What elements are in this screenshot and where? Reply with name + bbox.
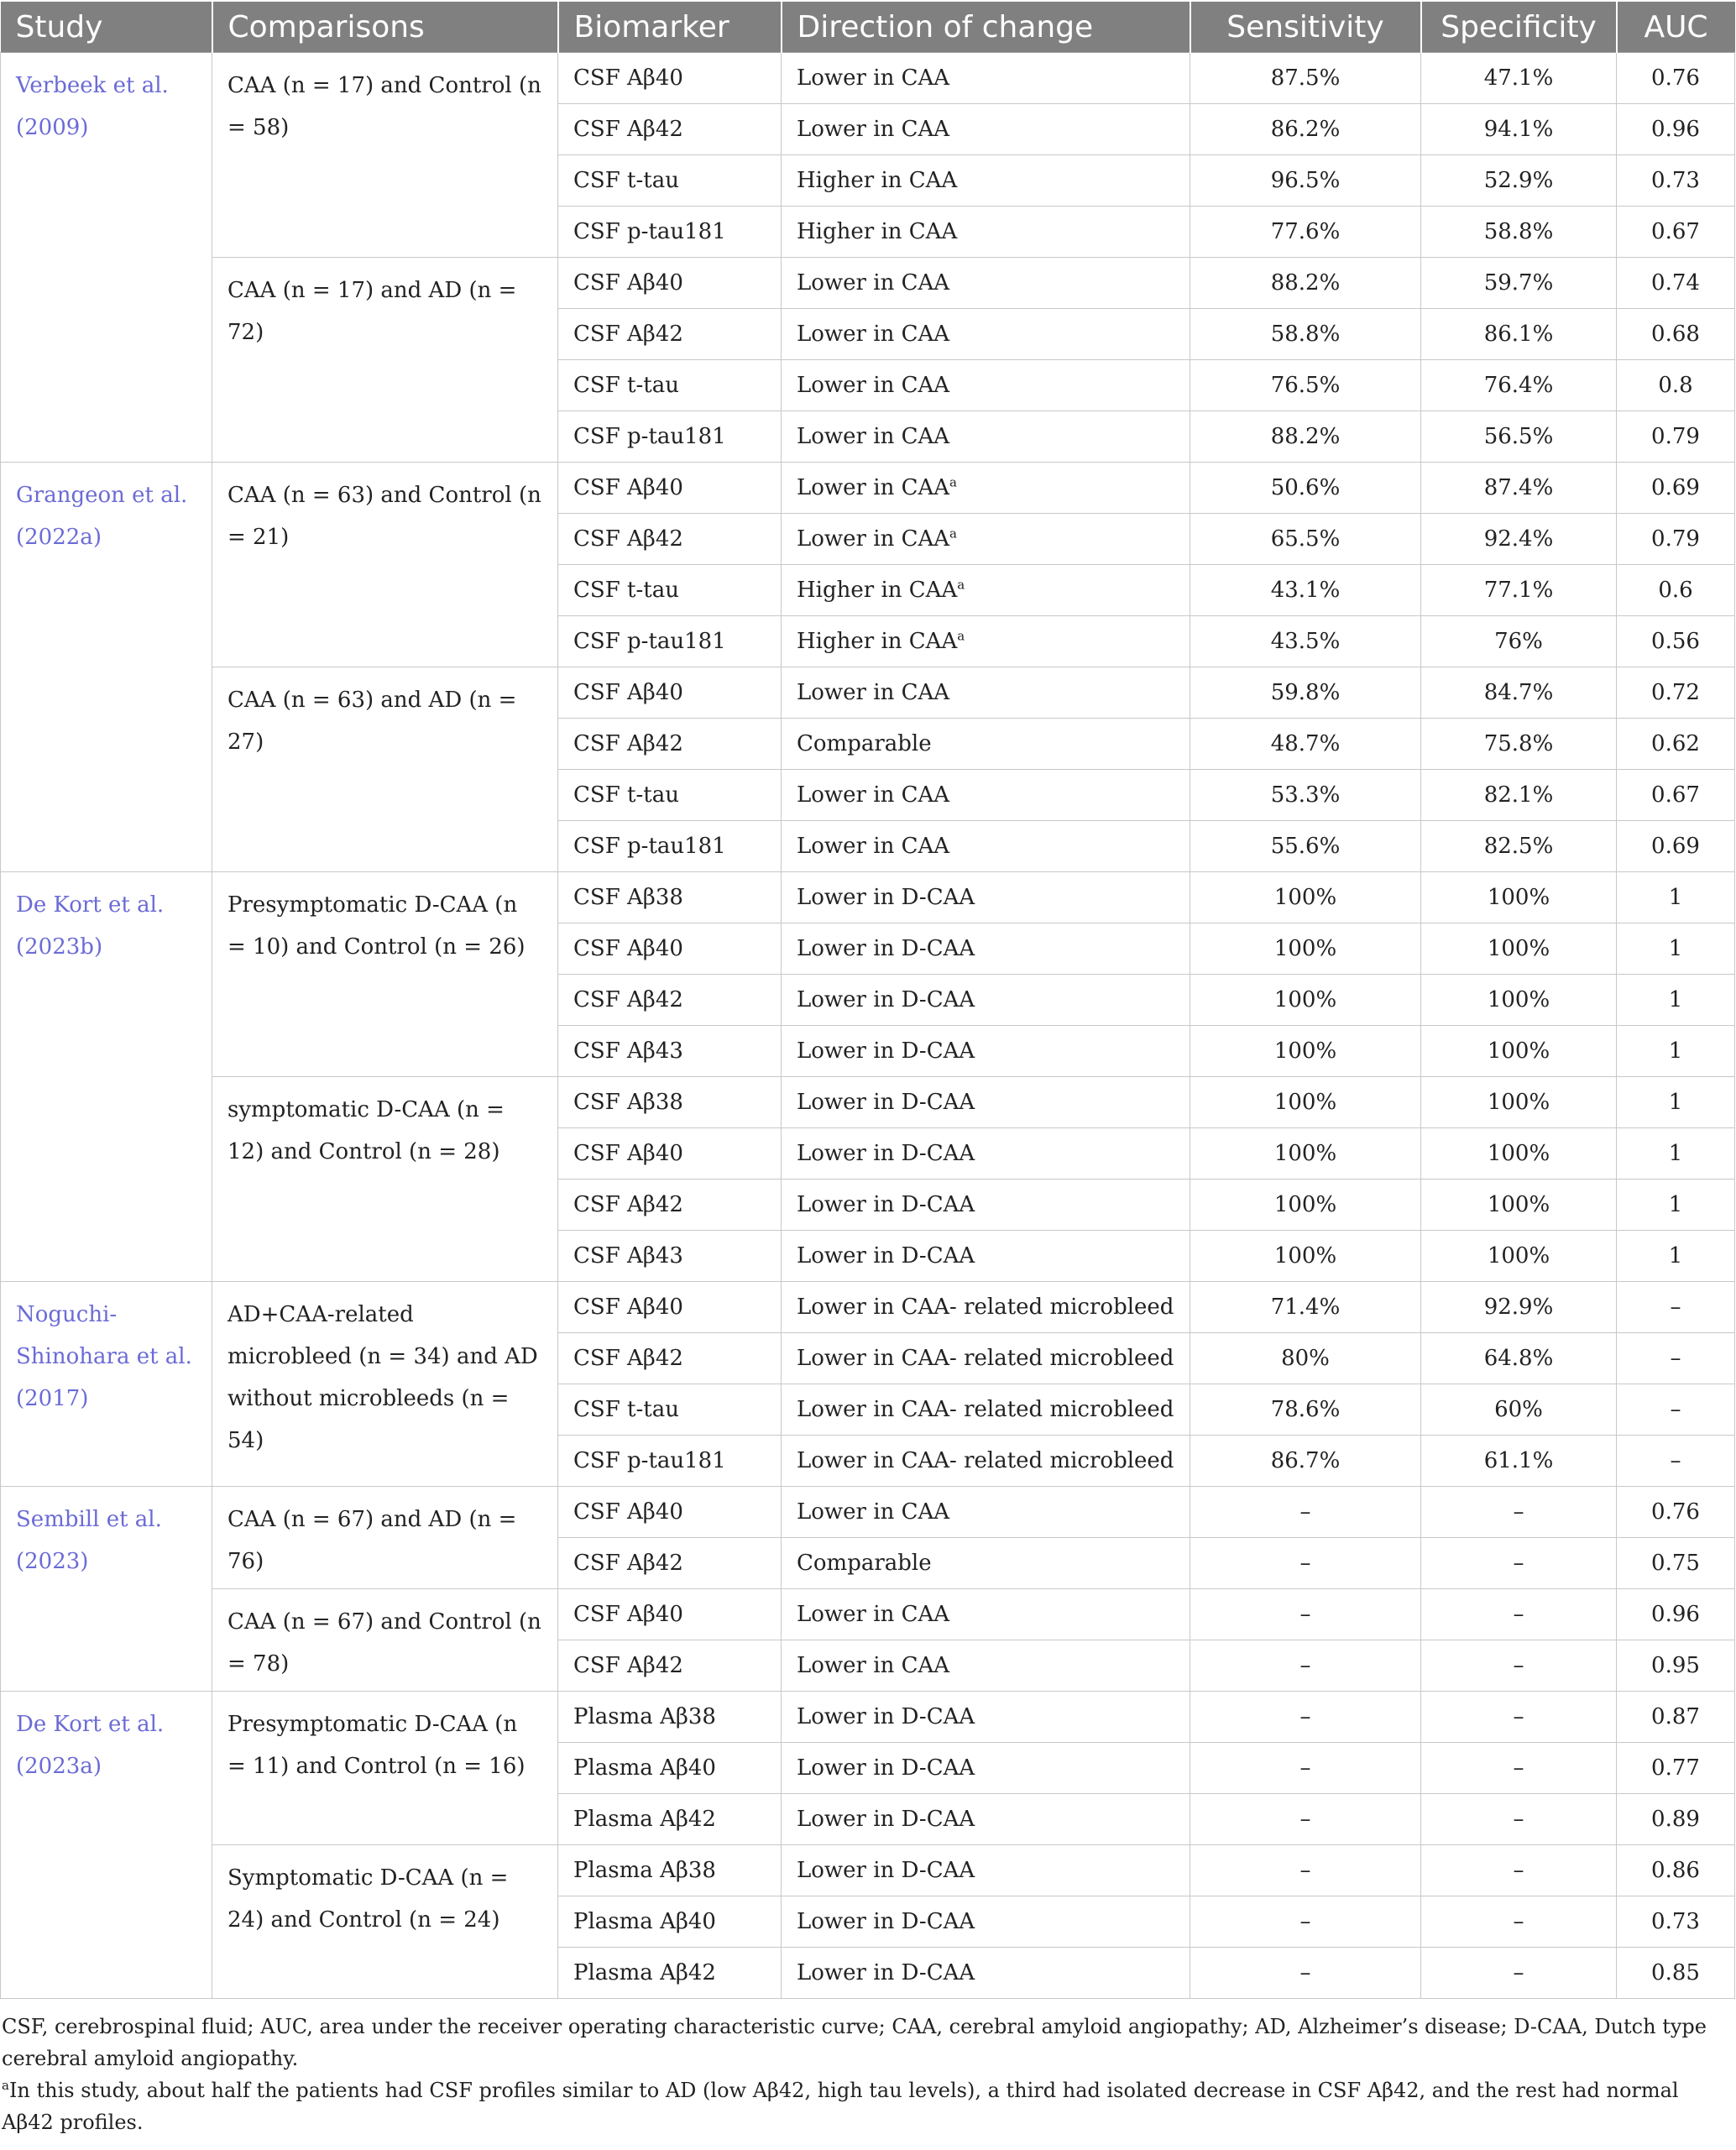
footnote-mark: a [949,474,957,490]
specificity-cell: 52.9% [1421,155,1617,207]
direction-text: Lower in CAA [797,475,950,500]
auc-cell: – [1617,1436,1735,1487]
table-row [1,1589,1735,1640]
direction-cell [782,719,1190,770]
biomarker-cell: CSF t-tau [558,360,782,411]
auc-cell: 0.72 [1617,667,1735,719]
sensitivity-cell: 100% [1190,975,1421,1026]
direction-cell [782,309,1190,360]
auc-cell: 0.6 [1617,565,1735,616]
comparison-cell: Presymptomatic D-CAA (n = 10) and Control (n = 26) [212,872,558,1077]
biomarker-cell: CSF Aβ40 [558,463,782,514]
direction-cell [782,1231,1190,1282]
specificity-cell: 56.5% [1421,411,1617,463]
direction-cell [782,1845,1190,1896]
study-cell: Grangeon et al. (2022a) [1,463,212,872]
direction-cell [782,1692,1190,1743]
specificity-cell: 87.4% [1421,463,1617,514]
study-cell: De Kort et al. (2023a) [1,1692,212,1999]
auc-cell: – [1617,1384,1735,1436]
specificity-cell: 86.1% [1421,309,1617,360]
footnote-mark: a [2,2078,9,2093]
comparison-cell: CAA (n = 17) and Control (n = 58) [212,53,558,258]
direction-cell [782,1384,1190,1436]
biomarker-cell: CSF Aβ40 [558,1128,782,1180]
auc-cell: 0.8 [1617,360,1735,411]
direction-text: Lower in CAA- related microbleed [797,1448,1174,1473]
specificity-cell: 100% [1421,975,1617,1026]
comparison-cell: CAA (n = 63) and AD (n = 27) [212,667,558,872]
auc-cell: 0.69 [1617,821,1735,872]
sensitivity-cell: 96.5% [1190,155,1421,207]
direction-text: Lower in CAA [797,65,950,91]
direction-cell [782,975,1190,1026]
specificity-cell: – [1421,1487,1617,1538]
auc-cell: 0.75 [1617,1538,1735,1589]
auc-cell: 0.56 [1617,616,1735,667]
sensitivity-cell: 55.6% [1190,821,1421,872]
header-direction: Direction of change [782,2,1190,53]
table-row [1,667,1735,719]
header-auc: AUC [1617,2,1735,53]
specificity-cell: – [1421,1538,1617,1589]
biomarker-cell: CSF Aβ42 [558,719,782,770]
sensitivity-cell: 88.2% [1190,258,1421,309]
header-study: Study [1,2,212,53]
sensitivity-cell: – [1190,1692,1421,1743]
direction-cell [782,1487,1190,1538]
study-cell: Noguchi-Shinohara et al. (2017) [1,1282,212,1487]
footnote-text: In this study, about half the patients had CSF profiles similar to AD (low Aβ42, high tau levels), a third had isolated decrease in CSF Aβ42, and the rest had normal Aβ42 profiles. [2,2079,1679,2134]
specificity-cell: 82.5% [1421,821,1617,872]
sensitivity-cell: 77.6% [1190,207,1421,258]
table-row [1,463,1735,514]
table-row [1,1845,1735,1896]
direction-text: Lower in CAA [797,373,950,398]
study-cell: Sembill et al. (2023) [1,1487,212,1692]
direction-cell [782,872,1190,923]
specificity-cell: – [1421,1896,1617,1948]
biomarker-cell: CSF Aβ42 [558,1333,782,1384]
biomarker-cell: CSF Aβ42 [558,1640,782,1692]
table-row [1,872,1735,923]
sensitivity-cell: – [1190,1845,1421,1896]
direction-cell [782,1436,1190,1487]
biomarker-cell: CSF p-tau181 [558,411,782,463]
specificity-cell: – [1421,1589,1617,1640]
auc-cell: 0.89 [1617,1794,1735,1845]
specificity-cell: 94.1% [1421,104,1617,155]
biomarker-cell: Plasma Aβ40 [558,1743,782,1794]
specificity-cell: 60% [1421,1384,1617,1436]
specificity-cell: – [1421,1845,1617,1896]
biomarker-cell: CSF Aβ42 [558,1538,782,1589]
auc-cell: 0.77 [1617,1743,1735,1794]
header-comparisons: Comparisons [212,2,558,53]
sensitivity-cell: 80% [1190,1333,1421,1384]
comparison-cell: Symptomatic D-CAA (n = 24) and Control (n = 24) [212,1845,558,1999]
sensitivity-cell: 53.3% [1190,770,1421,821]
table-row [1,1692,1735,1743]
specificity-cell: 64.8% [1421,1333,1617,1384]
auc-cell: 0.74 [1617,258,1735,309]
auc-cell: 0.79 [1617,514,1735,565]
direction-text: Lower in CAA [797,526,950,552]
sensitivity-cell: 76.5% [1190,360,1421,411]
direction-text: Lower in D-CAA [797,1807,975,1832]
sensitivity-cell: – [1190,1640,1421,1692]
sensitivity-cell: 100% [1190,872,1421,923]
auc-cell: 0.96 [1617,104,1735,155]
table-row [1,53,1735,104]
direction-cell [782,923,1190,975]
biomarker-cell: CSF Aβ40 [558,258,782,309]
auc-cell: 0.69 [1617,463,1735,514]
direction-cell [782,104,1190,155]
direction-text: Higher in CAA [797,219,958,244]
auc-cell: 0.76 [1617,1487,1735,1538]
sensitivity-cell: 86.2% [1190,104,1421,155]
auc-cell: 1 [1617,1026,1735,1077]
direction-cell [782,53,1190,104]
specificity-cell: 61.1% [1421,1436,1617,1487]
biomarker-cell: Plasma Aβ40 [558,1896,782,1948]
sensitivity-cell: 100% [1190,1026,1421,1077]
auc-cell: 0.73 [1617,155,1735,207]
study-cell: De Kort et al. (2023b) [1,872,212,1282]
sensitivity-cell: 48.7% [1190,719,1421,770]
table-footer [0,1999,1736,2138]
footnote-mark: a [957,628,965,644]
comparison-cell: CAA (n = 67) and Control (n = 78) [212,1589,558,1692]
table-body [1,53,1735,1999]
direction-text: Lower in CAA [797,424,950,449]
specificity-cell: 100% [1421,1231,1617,1282]
comparison-cell: AD+CAA-related microbleed (n = 34) and AD without microbleeds (n = 54) [212,1282,558,1487]
header-biomarker: Biomarker [558,2,782,53]
auc-cell: 1 [1617,975,1735,1026]
biomarker-cell: CSF Aβ38 [558,1077,782,1128]
direction-cell [782,155,1190,207]
direction-text: Lower in CAA [797,117,950,142]
specificity-cell: – [1421,1948,1617,1999]
auc-cell: 0.79 [1617,411,1735,463]
direction-cell [782,1896,1190,1948]
direction-text: Comparable [797,731,932,756]
direction-text: Higher in CAA [797,578,958,603]
specificity-cell: 58.8% [1421,207,1617,258]
biomarker-cell: CSF Aβ40 [558,1282,782,1333]
auc-cell: 0.67 [1617,207,1735,258]
direction-text: Lower in CAA- related microbleed [797,1346,1174,1371]
specificity-cell: 59.7% [1421,258,1617,309]
sensitivity-cell: 87.5% [1190,53,1421,104]
direction-text: Lower in D-CAA [797,1192,975,1217]
direction-cell [782,616,1190,667]
direction-text: Higher in CAA [797,168,958,193]
auc-cell: 0.96 [1617,1589,1735,1640]
specificity-cell: 75.8% [1421,719,1617,770]
header-row [1,2,1735,53]
header-sensitivity: Sensitivity [1190,2,1421,53]
auc-cell: 0.76 [1617,53,1735,104]
sensitivity-cell: 78.6% [1190,1384,1421,1436]
biomarker-cell: CSF Aβ42 [558,104,782,155]
direction-text: Lower in D-CAA [797,1909,975,1934]
comparison-cell: symptomatic D-CAA (n = 12) and Control (n = 28) [212,1077,558,1282]
biomarker-cell: CSF Aβ40 [558,667,782,719]
direction-text: Lower in CAA [797,1602,950,1627]
direction-cell [782,667,1190,719]
specificity-cell: 47.1% [1421,53,1617,104]
direction-cell [782,411,1190,463]
direction-cell [782,258,1190,309]
biomarker-cell: Plasma Aβ42 [558,1794,782,1845]
auc-cell: 1 [1617,1231,1735,1282]
footnote-a [2,2074,1734,2138]
sensitivity-cell: – [1190,1589,1421,1640]
direction-text: Lower in D-CAA [797,1755,975,1781]
biomarker-table [0,2,1735,1999]
table-row [1,1282,1735,1333]
biomarker-cell: CSF Aβ43 [558,1231,782,1282]
auc-cell: 0.86 [1617,1845,1735,1896]
direction-text: Lower in CAA [797,680,950,705]
sensitivity-cell: 100% [1190,923,1421,975]
auc-cell: 0.87 [1617,1692,1735,1743]
biomarker-cell: CSF Aβ40 [558,53,782,104]
auc-cell: 1 [1617,1128,1735,1180]
direction-text: Lower in CAA [797,270,950,296]
biomarker-cell: CSF p-tau181 [558,1436,782,1487]
specificity-cell: 100% [1421,1077,1617,1128]
direction-cell [782,565,1190,616]
specificity-cell: 76.4% [1421,360,1617,411]
specificity-cell: 100% [1421,1026,1617,1077]
direction-cell [782,1282,1190,1333]
direction-text: Lower in D-CAA [797,1858,975,1883]
direction-cell [782,1026,1190,1077]
table-row [1,1077,1735,1128]
auc-cell: 0.85 [1617,1948,1735,1999]
biomarker-cell: CSF Aβ42 [558,514,782,565]
specificity-cell: – [1421,1743,1617,1794]
biomarker-cell: CSF Aβ40 [558,1589,782,1640]
biomarker-cell: Plasma Aβ38 [558,1692,782,1743]
specificity-cell: – [1421,1692,1617,1743]
sensitivity-cell: – [1190,1538,1421,1589]
sensitivity-cell: 65.5% [1190,514,1421,565]
biomarker-cell: CSF t-tau [558,155,782,207]
sensitivity-cell: 100% [1190,1128,1421,1180]
direction-text: Lower in D-CAA [797,1038,975,1064]
direction-cell [782,1128,1190,1180]
sensitivity-cell: 100% [1190,1231,1421,1282]
direction-cell [782,821,1190,872]
auc-cell: – [1617,1333,1735,1384]
abbreviations-note: CSF, cerebrospinal fluid; AUC, area under the receiver operating characteristic curve; CAA, cerebral amyloid angiopathy; AD, Alzheimer’s disease; D-CAA, Dutch type cerebral amyloid angiopathy. [2,2015,1707,2070]
direction-text: Lower in CAA [797,322,950,347]
biomarker-cell: CSF Aβ42 [558,309,782,360]
direction-text: Lower in D-CAA [797,885,975,910]
biomarker-cell: CSF p-tau181 [558,821,782,872]
specificity-cell: 92.4% [1421,514,1617,565]
sensitivity-cell: – [1190,1896,1421,1948]
direction-text: Lower in CAA- related microbleed [797,1397,1174,1422]
footnote-mark: a [949,526,957,541]
biomarker-cell: CSF Aβ38 [558,872,782,923]
direction-cell [782,1640,1190,1692]
biomarker-cell: CSF Aβ42 [558,975,782,1026]
sensitivity-cell: – [1190,1743,1421,1794]
auc-cell: 1 [1617,1077,1735,1128]
auc-cell: – [1617,1282,1735,1333]
sensitivity-cell: 100% [1190,1180,1421,1231]
auc-cell: 0.62 [1617,719,1735,770]
sensitivity-cell: 59.8% [1190,667,1421,719]
comparison-cell: CAA (n = 67) and AD (n = 76) [212,1487,558,1589]
sensitivity-cell: – [1190,1948,1421,1999]
sensitivity-cell: – [1190,1487,1421,1538]
sensitivity-cell: 88.2% [1190,411,1421,463]
direction-text: Lower in CAA [797,834,950,859]
direction-cell [782,770,1190,821]
direction-cell [782,1948,1190,1999]
biomarker-cell: CSF t-tau [558,770,782,821]
direction-text: Lower in D-CAA [797,1960,975,1985]
biomarker-cell: CSF Aβ40 [558,923,782,975]
sensitivity-cell: 50.6% [1190,463,1421,514]
sensitivity-cell: 43.1% [1190,565,1421,616]
direction-text: Lower in CAA [797,1499,950,1525]
direction-text: Lower in D-CAA [797,1141,975,1166]
specificity-cell: 92.9% [1421,1282,1617,1333]
biomarker-cell: CSF p-tau181 [558,616,782,667]
auc-cell: 1 [1617,1180,1735,1231]
specificity-cell: 77.1% [1421,565,1617,616]
comparison-cell: CAA (n = 63) and Control (n = 21) [212,463,558,667]
direction-cell [782,1743,1190,1794]
direction-cell [782,207,1190,258]
auc-cell: 1 [1617,923,1735,975]
direction-cell [782,514,1190,565]
direction-cell [782,1180,1190,1231]
biomarker-cell: CSF Aβ42 [558,1180,782,1231]
biomarker-cell: Plasma Aβ42 [558,1948,782,1999]
footnote-mark: a [957,577,965,593]
biomarker-cell: CSF p-tau181 [558,207,782,258]
direction-cell [782,1538,1190,1589]
specificity-cell: 100% [1421,1128,1617,1180]
direction-cell [782,463,1190,514]
direction-text: Lower in D-CAA [797,1090,975,1115]
direction-text: Higher in CAA [797,629,958,654]
direction-text: Lower in D-CAA [797,1243,975,1269]
direction-cell [782,360,1190,411]
direction-text: Lower in CAA- related microbleed [797,1295,1174,1320]
specificity-cell: 100% [1421,1180,1617,1231]
sensitivity-cell: 71.4% [1190,1282,1421,1333]
sensitivity-cell: 86.7% [1190,1436,1421,1487]
direction-cell [782,1794,1190,1845]
sensitivity-cell: 58.8% [1190,309,1421,360]
direction-text: Lower in D-CAA [797,1704,975,1729]
comparison-cell: CAA (n = 17) and AD (n = 72) [212,258,558,463]
study-cell: Verbeek et al. (2009) [1,53,212,463]
sensitivity-cell: 100% [1190,1077,1421,1128]
auc-cell: 1 [1617,872,1735,923]
specificity-cell: – [1421,1794,1617,1845]
biomarker-cell: CSF t-tau [558,1384,782,1436]
direction-text: Lower in D-CAA [797,987,975,1012]
specificity-cell: 84.7% [1421,667,1617,719]
biomarker-cell: Plasma Aβ38 [558,1845,782,1896]
direction-text: Lower in D-CAA [797,936,975,961]
biomarker-cell: CSF t-tau [558,565,782,616]
direction-cell [782,1077,1190,1128]
specificity-cell: 82.1% [1421,770,1617,821]
specificity-cell: 100% [1421,872,1617,923]
biomarker-cell: CSF Aβ40 [558,1487,782,1538]
sensitivity-cell: – [1190,1794,1421,1845]
auc-cell: 0.73 [1617,1896,1735,1948]
sensitivity-cell: 43.5% [1190,616,1421,667]
auc-cell: 0.67 [1617,770,1735,821]
direction-text: Lower in CAA [797,782,950,808]
comparison-cell: Presymptomatic D-CAA (n = 11) and Control (n = 16) [212,1692,558,1845]
table-row [1,258,1735,309]
specificity-cell: – [1421,1640,1617,1692]
specificity-cell: 100% [1421,923,1617,975]
table-row [1,1487,1735,1538]
auc-cell: 0.68 [1617,309,1735,360]
direction-cell [782,1333,1190,1384]
direction-text: Comparable [797,1551,932,1576]
biomarker-cell: CSF Aβ43 [558,1026,782,1077]
direction-text: Lower in CAA [797,1653,950,1678]
header-specificity: Specificity [1421,2,1617,53]
direction-cell [782,1589,1190,1640]
auc-cell: 0.95 [1617,1640,1735,1692]
specificity-cell: 76% [1421,616,1617,667]
